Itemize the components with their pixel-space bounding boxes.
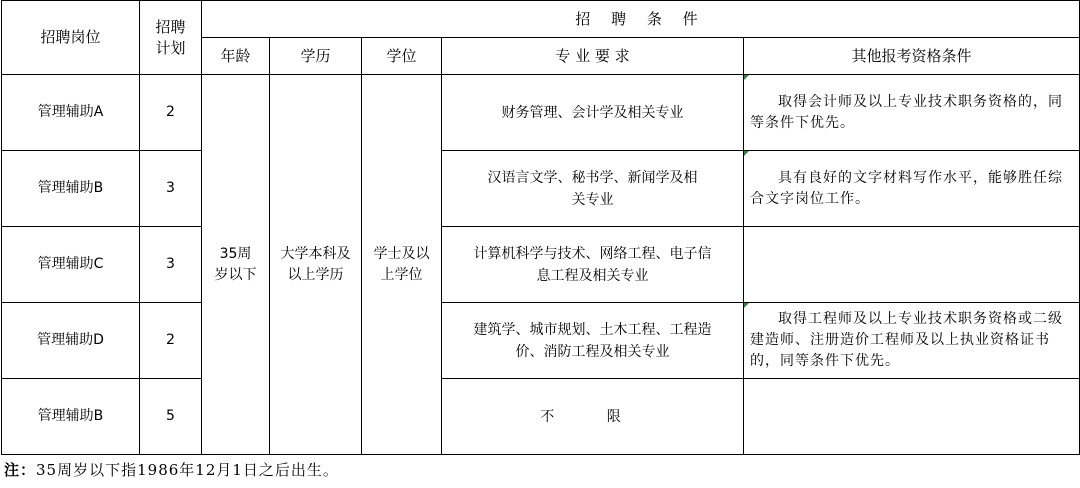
header-age: 年龄 [202,38,270,75]
row-major: 财务管理、会计学及相关专业 [442,75,744,151]
row-position: 管理辅助A [2,75,140,151]
row-other-text: 具有良好的文字材料写作水平，能够胜任综合文字岗位工作。 [750,169,1063,207]
header-plan [140,1,202,75]
row-major-text: 建筑学、城市规划、土木工程、工程造价、消防工程及相关专业 [473,321,712,360]
row-other [744,75,1080,151]
shared-education-text: 大学本科及以上学历 [280,245,351,283]
row-other [744,227,1080,303]
row-plan: 3 [140,227,202,303]
cell-marker [744,303,749,308]
row-plan: 2 [140,75,202,151]
header-major: 专 业 要 求 [442,38,744,75]
header-degree: 学位 [362,38,442,75]
row-position: 管理辅助B [2,151,140,227]
row-position: 管理辅助D [2,303,140,379]
row-position: 管理辅助C [2,227,140,303]
shared-degree-text: 学士及以上学位 [373,245,430,283]
footnote [4,459,339,480]
shared-education [270,75,362,455]
row-other-text: 取得会计师及以上专业技术职务资格的，同等条件下优先。 [750,93,1063,131]
shared-age [202,75,270,455]
table-row [2,151,1080,227]
row-plan: 2 [140,303,202,379]
shared-age-text: 35周岁以下 [214,245,257,283]
row-major-text: 计算机科学与技术、网络工程、电子信息工程及相关专业 [473,245,712,284]
table-row [2,75,1080,151]
header-conditions: 招 聘 条 件 [202,1,1080,38]
header-education: 学历 [270,38,362,75]
row-other [744,151,1080,227]
row-other-text: 取得工程师及以上专业技术职务资格或二级建造师、注册造价工程师及以上执业资格证书的，同等条件下优先。 [750,311,1063,369]
row-major [442,227,744,303]
shared-degree [362,75,442,455]
row-other [744,303,1080,379]
footnote-label: 注： [4,461,37,479]
cell-marker [744,75,749,80]
table-row [2,379,1080,455]
table-row [2,227,1080,303]
row-major-text: 汉语言文学、秘书学、新闻学及相关专业 [487,169,698,208]
row-major: 不 限 [442,379,744,455]
row-plan: 5 [140,379,202,455]
table-row [2,303,1080,379]
row-major [442,151,744,227]
recruitment-table [1,0,1080,455]
cell-marker [744,151,749,156]
header-position: 招聘岗位 [2,1,140,75]
row-major [442,303,744,379]
footnote-text: 35周岁以下指1986年12月1日之后出生。 [36,461,339,479]
row-plan: 3 [140,151,202,227]
header-plan-text: 招聘计划 [155,17,186,57]
row-position: 管理辅助B [2,379,140,455]
row-other [744,379,1080,455]
header-other: 其他报考资格条件 [744,38,1080,75]
